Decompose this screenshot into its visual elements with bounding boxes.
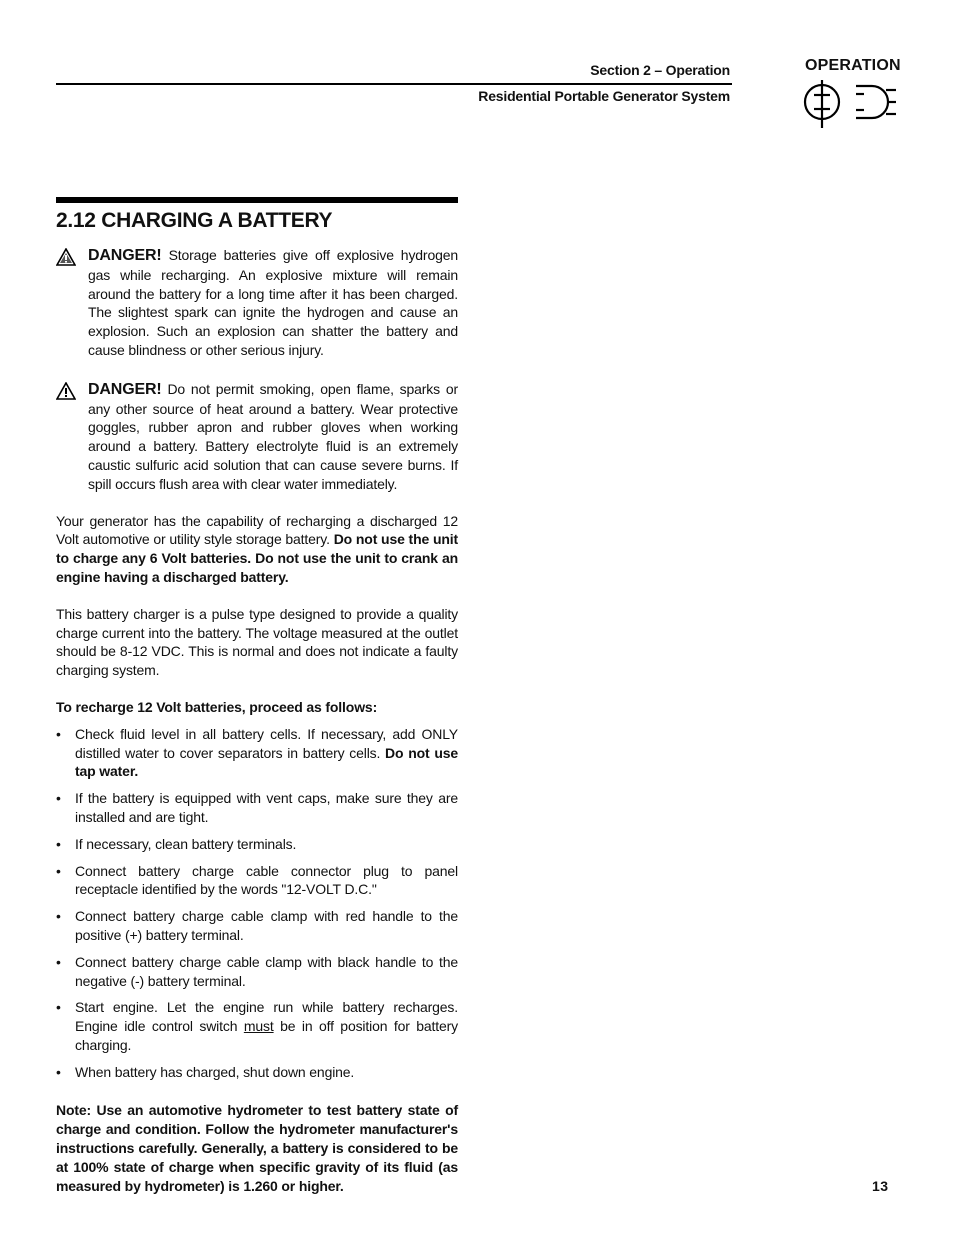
danger-keyword: DANGER! (88, 380, 162, 398)
warning-triangle-icon (56, 382, 76, 405)
operation-tab-label: OPERATION (805, 57, 901, 74)
danger-text: Do not permit smoking, open flame, sparks or any other source of heat around a battery. Wear protective goggles, rubber apron and rubber gloves when working around a battery. Battery electrolyte fluid is an extremely caustic sulfuric acid solution that can cause severe burns. If spill occurs flush area with clear water immediately. (88, 380, 458, 492)
content-column (56, 246, 458, 1195)
danger-keyword: DANGER! (88, 247, 162, 264)
danger-warning-acid (56, 380, 458, 494)
charger-description-paragraph: This battery charger is a pulse type designed to provide a quality charge current into the battery. The voltage measured at the outlet should be 8-12 VDC. This is normal and does not indicate a faulty charging system. (56, 605, 458, 679)
list-item: • Connect battery charge cable connector plug to panel receptacle identified by the words "12-VOLT D.C." (56, 862, 458, 898)
list-item: • Check fluid level in all battery cells. If necessary, add ONLY distilled water to cover separators in battery cells. Do not use tap water. (56, 725, 458, 780)
steps-heading: To recharge 12 Volt batteries, proceed as follows: (56, 698, 378, 715)
danger-warning-hydrogen (56, 246, 458, 360)
header-rule (56, 83, 732, 85)
recharge-steps-list (56, 725, 458, 1082)
list-item: • If necessary, clean battery terminals. (56, 835, 297, 852)
section-heading: Section 2 – Operation (590, 62, 730, 78)
list-item: • Start engine. Let the engine run while battery recharges. Engine idle control switch must be in off position for battery charging. (56, 999, 458, 1053)
section-title: 2.12 CHARGING A BATTERY (56, 209, 333, 232)
hydrometer-note: Note: Use an automotive hydrometer to test battery state of charge and condition. Follow the hydrometer manufacturer's instructions carefully. Generally, a battery is considered to be at 100% state of charge when specific gravity of its fluid (as measured by hydrometer) is 1.260 or higher. (56, 1102, 458, 1194)
capability-caution: Do not use the unit to charge any 6 Volt batteries. Do not use the unit to crank an engine having a discharged battery. (56, 531, 458, 585)
socket-icon (856, 86, 896, 118)
list-item: • When battery has charged, shut down engine. (56, 1063, 355, 1080)
operation-tab-icons (800, 80, 900, 137)
warning-triangle-icon (56, 248, 76, 271)
capability-paragraph: Your generator has the capability of recharging a discharged 12 Volt automotive or utility style storage battery. Do not use the unit to charge any 6 Volt batteries. Do not use the unit to crank an engine having a discharged battery. (56, 512, 458, 585)
document-subtitle: Residential Portable Generator System (478, 88, 730, 104)
danger-text: Storage batteries give off explosive hydrogen gas while recharging. An explosive mixture will remain around the battery for a long time after it has been charged. The slightest spark can ignite the hydrogen and cause an explosion. Such an explosion can shatter the battery and cause blindness or other serious injury. (88, 247, 458, 358)
page-number: 13 (872, 1178, 889, 1194)
plug-icon (805, 80, 839, 128)
list-item: • Connect battery charge cable clamp with red handle to the positive (+) battery terminal. (56, 908, 458, 943)
list-item: • Connect battery charge cable clamp with black handle to the negative (-) battery terminal. (56, 953, 458, 989)
list-item: • If the battery is equipped with vent caps, make sure they are installed and are tight. (56, 790, 458, 825)
title-rule (56, 197, 458, 203)
